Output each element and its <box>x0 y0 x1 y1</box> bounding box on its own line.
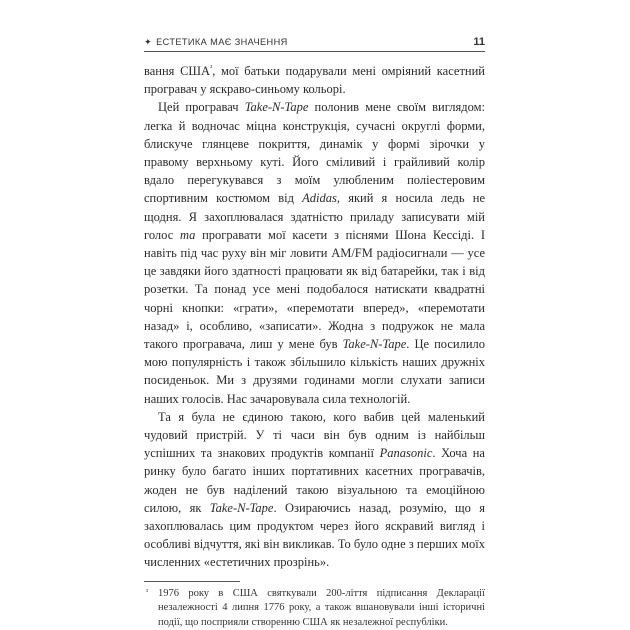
footnote-divider <box>144 581 240 582</box>
footnote-text: 1976 року в США святкували 200-ліття підписання Декларації незалежності 4 липня 1776 року, а також вшановували інші історичні події, що посприяли створенню США як незалежної республіки. <box>158 587 485 628</box>
text-span: програвати мої касети з піснями Шона Кессіді. І навіть під час руху він міг ловити AM/FM радіосигнали — усе це завдяки його здатності працювати як від батарейки, так і від розетки. Та понад усе мені подобалося натискати квадратні чорні кнопки: «грати», «перемотати вперед», «перемотати назад» і, особливо, «записати». Жодна з подружок не мала такого програвача, лиш у мене був <box>144 227 486 352</box>
text-span: , мої батьки подарували мені омріяний касетний програвач у яскраво-синьому кольорі. <box>144 64 485 97</box>
text-span: Та я була не єдиною такою, кого вабив цей маленький чудовий пристрій. У ті часи він був одним із найбільш успішних та знакових продуктів компанії <box>144 409 485 461</box>
paragraph-take-n-tape <box>144 98 485 407</box>
emphasis: Take-N-Tape <box>342 337 407 352</box>
running-title <box>144 37 288 48</box>
text-span: вання США <box>144 64 211 78</box>
emphasis: Take-N-Tape <box>209 500 274 515</box>
paragraph-panasonic <box>144 408 485 572</box>
emphasis: Adidas <box>302 191 337 206</box>
emphasis: Panasonic <box>379 446 433 461</box>
emphasis: Take-N-Tape <box>244 100 309 115</box>
text-span: . Озираючись назад, розумію, що я захоплювалась цим продуктом через його яскравий вигляд і особливі відчуття, які він викликав. То було одне з перших моїх численних «естетичних прозрінь». <box>144 500 486 570</box>
body-text <box>144 62 485 572</box>
chapter-title: ЕСТЕТИКА МАЄ ЗНАЧЕННЯ <box>156 37 288 47</box>
text-span: Цей програвач <box>158 100 245 115</box>
footnote-reference[interactable]: ³ <box>210 63 213 72</box>
text-span: . Це посилило мою популярність і також збільшило кількість наших дружніх посиденьок. Ми з друзями годинами могли слухати записи наших голосів. Нас зачаровувала сила технологій. <box>144 337 486 406</box>
paragraph-continued <box>144 62 485 98</box>
running-header <box>144 34 485 52</box>
emphasis: та <box>179 227 196 242</box>
star-ornament-icon: ✦ <box>144 37 153 47</box>
text-span: , який я носила ледь не щодня. Я захоплювалася здатністю приладу записувати мій голос <box>144 191 485 242</box>
text-span: . Хоча на ринку було багато інших портативних касетних програвачів, жоден не був наділений такою візуальною та емоційною силою, як <box>144 446 485 515</box>
footnote-marker: ³ <box>146 587 149 596</box>
page-number: 11 <box>473 36 485 48</box>
book-page <box>144 34 485 630</box>
footnote <box>144 587 485 630</box>
text-span: полонив мене своїм виглядом: легка й водночас міцна конструкція, сучасні округлі форми, блискуче глянцеве покриття, динамік у формі зірочки у правому верхньому куті. Його сміливий і грайливий колір вдало перегукувався з моїм улюбленим поліестеровим спортивним костюмом від <box>144 100 485 206</box>
